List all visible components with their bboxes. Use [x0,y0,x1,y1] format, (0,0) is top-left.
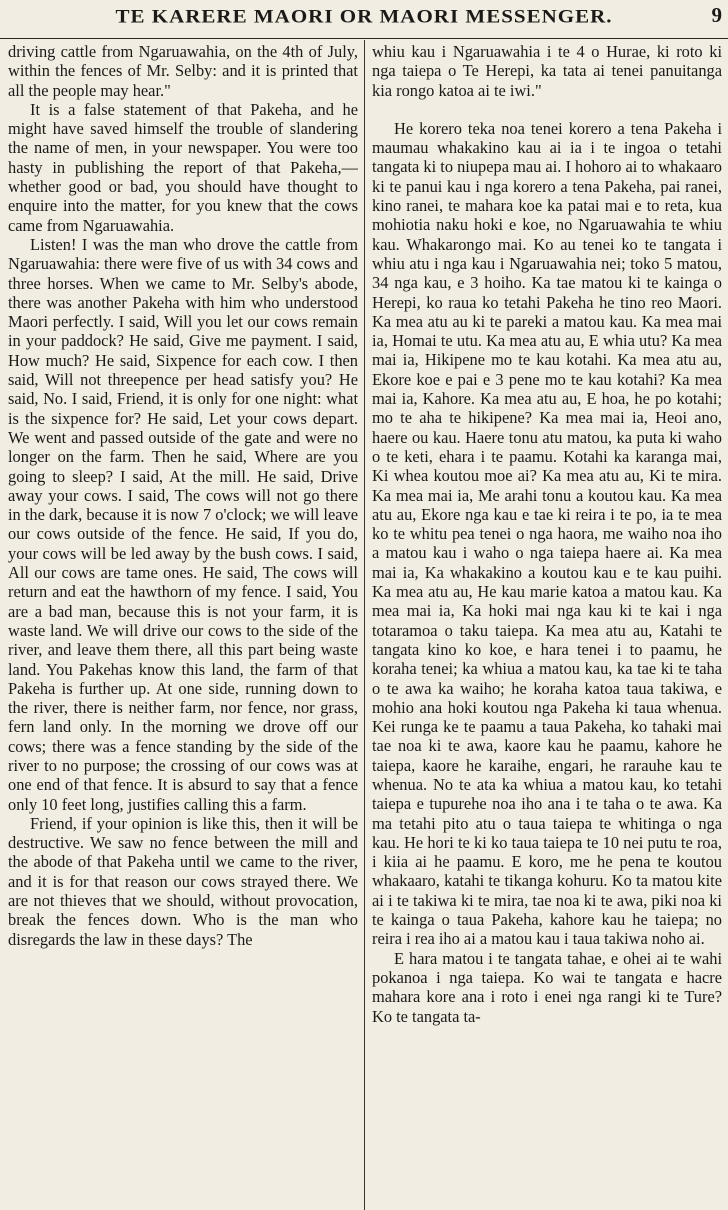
paragraph: He korero teka noa tenei korero a tena Pakeha i maumau whakakino kau ai ia i te ingoa o tetahi tangata ki to niupepa mau ai. I hohoro ai to whakaaro ki te panui kau i nga korero a tena Pakeha, pai ranei, kino ranei, te mahara koe ka patai mai e to reta, kua mohiotia naku hoki e koe, no Ngaruawahia te whiu kau. Whakarongo mai. Ko au tenei ko te tangata i whiu atu i nga kau i Ngaruawahia nei; toko 5 matou, 34 nga kau, e 3 hoiho. Ka tae matou ki te kainga o Herepi, ko raua ko tetahi Pakeha he tino reo Maori. Ka mea atu au ki te pareki a matou kau. Ka mea mai ia, Homai te utu. Ka mea atu au, E whia utu? Ka mea mai ia, Hikipene mo te kau kotahi. Ka mea atu au, Ekore koe e pai e 3 pene mo te kau kotahi? Ka mea mai ia, Kahore. Ka mea atu au, E hoa, he po kotahi; mo te aha te hikipene? Ka mea mai ia, Heoi ano, haere ou kau. Haere tonu atu matou, ka puta ki waho o te keti, ehara i te paamu. Kotahi ka karanga mai, Ki whea koutou moe ai? Ka mea atu au, Ki te mira. Ka mea mai ia, Me arahi tonu a koutou kau. Ka mea atu au, Ekore nga kau e tae ki reira i te po, ia te mea ko te whitu pea tenei o nga haora, me waiho noa iho a matou kau i waho o nga taiepa haere ai. Ka mea mai ia, Ka whakakino a koutou kau e te kau puihi. Ka mea atu au, He kau marie katoa a matou kau. Ka mea mai ia, Ka hoki mai nga kau ki te kai i nga totaramoa o taku taiepa. Ka mea atu au, Katahi te tangata kino ko koe, e hara tenei i to paamu, he koraha tenei; ka whiua a matou kau, ka tae ki te taha o te awa ka waiho; he koraha katoa taua takiwa, e mohio ana hoki koutou nga Pakeha ki taua whenua. Kei runga ke te paamu a taua Pakeha, ko tahaki mai tae noa ki te awa, kaore kau he paamu, kahore he taiepa, kaore he karaihe, engari, he rarauhe kau te whenua. No te ata ka whiua a matou kau, ko tetahi taiepa e tupurehe noa iho ana i te taha o te awa. Ka ma tetahi pito atu o taua taiepa te whitinga o nga kau. He hori te ki ko taua taiepa te 10 nei putu te roa, i kiia ai he paamu. E koro, me he pena te koutou whakaaro, katahi te tikanga kohuru. Ko ta matou kite ai i te takiwa ki te mira, tae noa ki te awa, piki noa ki te kainga o taua Pakeha, kahore kau he taiepa; no reira i rea iho ai a matou kau i taua takiwa noho ai. [372,118,722,949]
header-rule [0,38,728,39]
running-title: TE KARERE MAORI OR MAORI MESSENGER. [115,5,613,27]
paragraph: Friend, if your opinion is like this, then it will be destructive. We saw no fence between the mill and the abode of that Pakeha until we came to the river, and it is for that reason our cows strayed there. We are not thieves that we should, without provocation, break the fences down. Who is the man who disregards the law in these days? The [8,813,358,949]
paragraph: E hara matou i te tangata tahae, e ohei ai te wahi pokanoa i nga taiepa. Ko wai te tangata e hacre mahara kore ana i roto i enei nga rangi ki te Ture? Ko te tangata ta- [372,948,722,1026]
column-divider [364,40,365,1210]
english-column [8,42,358,1210]
page-header [0,0,728,40]
paragraph: It is a false statement of that Pakeha, and he might have saved himself the trouble of slandering the name of men, in your newspaper. You were too hasty in publishing the report of that Pakeha,—whether good or bad, you should have thought to enquire into the matter, for you knew that the cows came from Ngaruawahia. [8,99,358,235]
paragraph: Listen! I was the man who drove the cattle from Ngaruawahia: there were five of us with 34 cows and three horses. When we came to Mr. Selby's abode, there was another Pakeha with him who understood Maori perfectly. I said, Will you let our cows remain in your paddock? He said, Give me payment. I said, How much? He said, Sixpence for each cow. I then said, Will not threepence per head satisfy you? He said, No. I said, Friend, it is only for one night: what is the sixpence for? He said, Let your cows depart. We went and passed outside of the gate and were no longer on the farm. Then he said, Where are you going to sleep? I said, At the mill. He said, Drive away your cows. I said, The cows will not go there in the dark, because it is now 7 o'clock; we will leave our cows outside of the fence. He said, If you do, your cows will be led away by the bush cows. I said, All our cows are tame ones. He said, The cows will return and eat the hawthorn of my fence. I said, You are a bad man, because this is not your farm, it is waste land. We will drive our cows to the side of the river, and leave them there, all this part being waste land. You Pakehas know this land, the farm of that Pakeha is further up. At one side, running down to the river, there is neither farm, nor fence, nor grass, fern land only. In the morning we drove off our cows; there was a fence standing by the side of the river to no purpose; the crossing of our cows was at one end of that fence. It is absurd to say that a fence only 10 feet long, justifies calling this a farm. [8,234,358,814]
paragraph: driving cattle from Ngaruawahia, on the 4th of July, within the fences of Mr. Selby: and it is printed that all the people may hear." [8,42,358,100]
page-number: 9 [711,3,722,27]
maori-column [372,42,722,1210]
paragraph: whiu kau i Ngaruawahia i te 4 o Hurae, ki roto ki nga taiepa o Te Herepi, ka tata ai tenei panuitanga kia rongo katoa ai te iwi." [372,42,722,100]
